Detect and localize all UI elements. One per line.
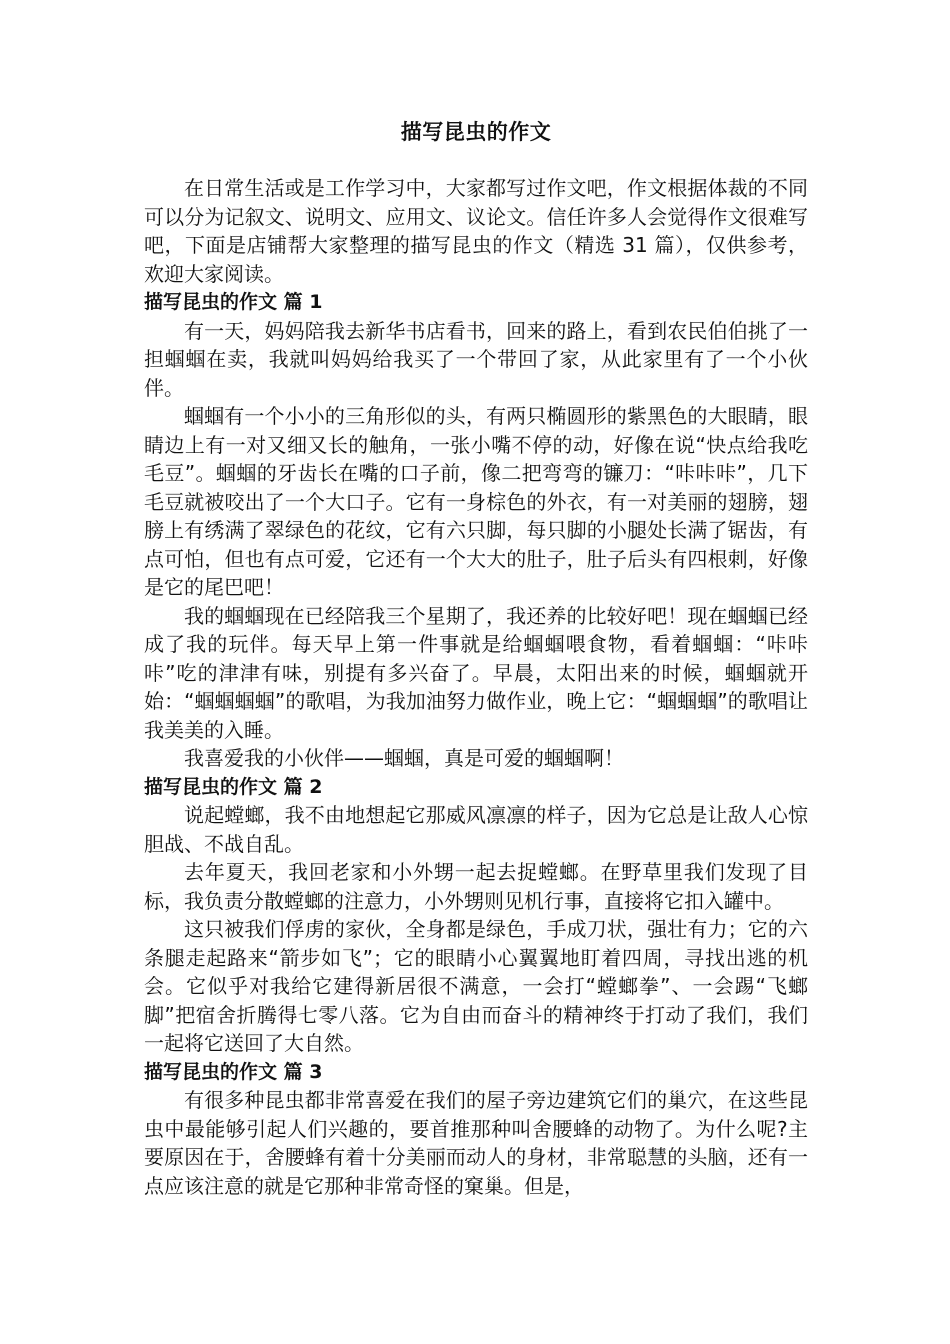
paragraph: 去年夏天，我回老家和小外甥一起去捉螳螂。在野草里我们发现了目标，我负责分散螳螂的注意力，小外甥则见机行事，直接将它扣入罐中。 [144, 860, 808, 913]
section-heading: 描写昆虫的作文 篇 1 [144, 291, 323, 313]
paragraph: 蝈蝈有一个小小的三角形似的头，有两只椭圆形的紫黑色的大眼睛，眼睛边上有一对又细又长的触角，一张小嘴不停的动，好像在说“快点给我吃毛豆”。蝈蝈的牙齿长在嘴的口子前，像二把弯弯的镰刀：“咔咔咔”，几下毛豆就被咬出了一个大口子。它有一身棕色的外衣，有一对美丽的翅膀，翅膀上有绣满了翠绿色的花纹，它有六只脚，每只脚的小腿处长满了锯齿，有点可怕，但也有点可爱，它还有一个大大的肚子，肚子后头有四根刺，好像是它的尾巴吧！ [144, 404, 808, 599]
paragraph: 我的蝈蝈现在已经陪我三个星期了，我还养的比较好吧！现在蝈蝈已经成了我的玩伴。每天早上第一件事就是给蝈蝈喂食物，看着蝈蝈：“咔咔咔”吃的津津有味，别提有多兴奋了。早晨，太阳出来的时候，蝈蝈就开始：“蝈蝈蝈蝈”的歌唱，为我加油努力做作业，晚上它：“蝈蝈蝈”的歌唱让我美美的入睡。 [144, 603, 808, 742]
paragraph: 有很多种昆虫都非常喜爱在我们的屋子旁边建筑它们的巢穴，在这些昆虫中最能够引起人们兴趣的，要首推那种叫舍腰蜂的动物了。为什么呢?主要原因在于，舍腰蜂有着十分美丽而动人的身材，非常聪慧的头脑，还有一点应该注意的就是它那种非常奇怪的窠巢。但是， [144, 1088, 808, 1198]
paragraph: 我喜爱我的小伙伴——蝈蝈，真是可爱的蝈蝈啊！ [184, 746, 624, 770]
paragraph: 说起螳螂，我不由地想起它那威风凛凛的样子，因为它总是让敌人心惊胆战、不战自乱。 [144, 803, 808, 856]
intro-paragraph: 在日常生活或是工作学习中，大家都写过作文吧，作文根据体裁的不同可以分为记叙文、说明文、应用文、议论文。信任许多人会觉得作文很难写吧，下面是店铺帮大家整理的描写昆虫的作文（精选 31 篇），仅供参考，欢迎大家阅读。 [144, 176, 808, 286]
paragraph: 这只被我们俘虏的家伙，全身都是绿色，手成刀状，强壮有力；它的六条腿走起路来“箭步如飞”；它的眼睛小心翼翼地盯着四周，寻找出逃的机会。它似乎对我给它建得新居很不满意，一会打“螳螂拳”、一会踢“飞螂脚”把宿舍折腾得七零八落。它为自由而奋斗的精神终于打动了我们，我们一起将它送回了大自然。 [144, 917, 808, 1055]
section-2 [144, 773, 808, 1058]
section-heading: 描写昆虫的作文 篇 2 [144, 775, 323, 798]
document-title: 描写昆虫的作文 [400, 120, 552, 144]
section-3 [144, 1058, 808, 1201]
section-1 [144, 288, 808, 773]
section-heading: 描写昆虫的作文 篇 3 [144, 1060, 323, 1083]
paragraph: 有一天，妈妈陪我去新华书店看书，回来的路上，看到农民伯伯挑了一担蝈蝈在卖，我就叫妈妈给我买了一个带回了家，从此家里有了一个小伙伴。 [144, 318, 808, 400]
document-page [144, 112, 808, 1200]
